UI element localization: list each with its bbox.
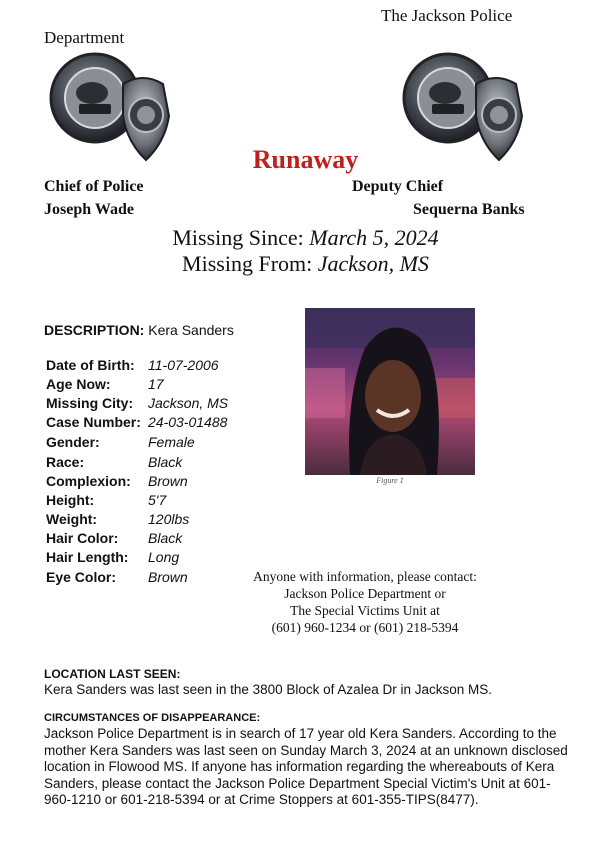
- missing-from-value: Jackson, MS: [317, 251, 429, 276]
- contact-phone-line: (601) 960-1234 or (601) 218-5394: [271, 620, 459, 635]
- description-label: DESCRIPTION:: [44, 322, 145, 338]
- field-value: 24-03-01488: [148, 414, 228, 430]
- field-value: 5'7: [148, 492, 167, 508]
- missing-person-photo: [305, 308, 475, 475]
- chief-name: Joseph Wade: [44, 201, 134, 218]
- circumstances-heading: CIRCUMSTANCES OF DISAPPEARANCE:: [44, 712, 261, 724]
- field-label: Height:: [46, 492, 95, 508]
- field-value: Brown: [148, 569, 188, 585]
- circumstances-text: Jackson Police Department is in search of 17 year old Kera Sanders. According to the mother Kera Sanders was last seen on Sunday March 3, 2024 at an unknown disclosed location in Flowood MS. If anyone has information regarding the whereabouts of Kera Sanders, please contact the Jackson Police Department Special Victim's Unit at 601-960-1210 or 601-218-5394 or at Crime Stoppers at 601-355-TIPS(8477).: [44, 726, 568, 808]
- contact-line: Jackson Police Department or: [284, 586, 446, 601]
- field-value: Brown: [148, 473, 188, 489]
- field-label: Hair Color:: [46, 530, 119, 546]
- field-value: 11-07-2006: [148, 357, 219, 373]
- field-label: Case Number:: [46, 414, 141, 430]
- header-org-right: The Jackson Police: [381, 6, 513, 25]
- contact-block: [220, 568, 510, 636]
- field-label: Date of Birth:: [46, 357, 135, 373]
- field-value: Black: [148, 454, 183, 470]
- missing-since-label: Missing Since:: [172, 225, 304, 250]
- field-label: Eye Color:: [46, 569, 117, 585]
- field-value: 17: [148, 376, 164, 392]
- field-label: Complexion:: [46, 473, 131, 489]
- deputy-chief-title: Deputy Chief: [352, 178, 444, 195]
- missing-since-value: March 5, 2024: [309, 225, 439, 250]
- field-label: Race:: [46, 454, 85, 470]
- missing-from-line: [0, 251, 611, 277]
- missing-from-label: Missing From:: [182, 251, 313, 276]
- contact-line: Anyone with information, please contact:: [253, 569, 477, 584]
- deputy-chief-name: Sequerna Banks: [413, 201, 525, 218]
- field-label: Hair Length:: [46, 549, 129, 565]
- chief-title: Chief of Police: [44, 178, 144, 195]
- header-org-left: Department: [44, 28, 125, 47]
- field-label: Gender:: [46, 434, 100, 450]
- field-value: 120lbs: [148, 511, 190, 527]
- description-name: Kera Sanders: [148, 322, 234, 338]
- field-value: Black: [148, 530, 183, 546]
- location-text: Kera Sanders was last seen in the 3800 Block of Azalea Dr in Jackson MS.: [44, 682, 492, 697]
- description-line: [44, 322, 234, 338]
- field-label: Missing City:: [46, 395, 134, 411]
- field-label: Age Now:: [46, 376, 111, 392]
- poster-title: Runaway: [252, 145, 359, 174]
- missing-since-line: [0, 225, 611, 251]
- field-value: Long: [148, 549, 180, 565]
- field-label: Weight:: [46, 511, 98, 527]
- location-heading: LOCATION LAST SEEN:: [44, 667, 181, 681]
- contact-line: The Special Victims Unit at: [290, 603, 440, 618]
- field-value: Female: [148, 434, 195, 450]
- photo-caption: Figure 1: [376, 476, 404, 485]
- field-value: Jackson, MS: [148, 395, 229, 411]
